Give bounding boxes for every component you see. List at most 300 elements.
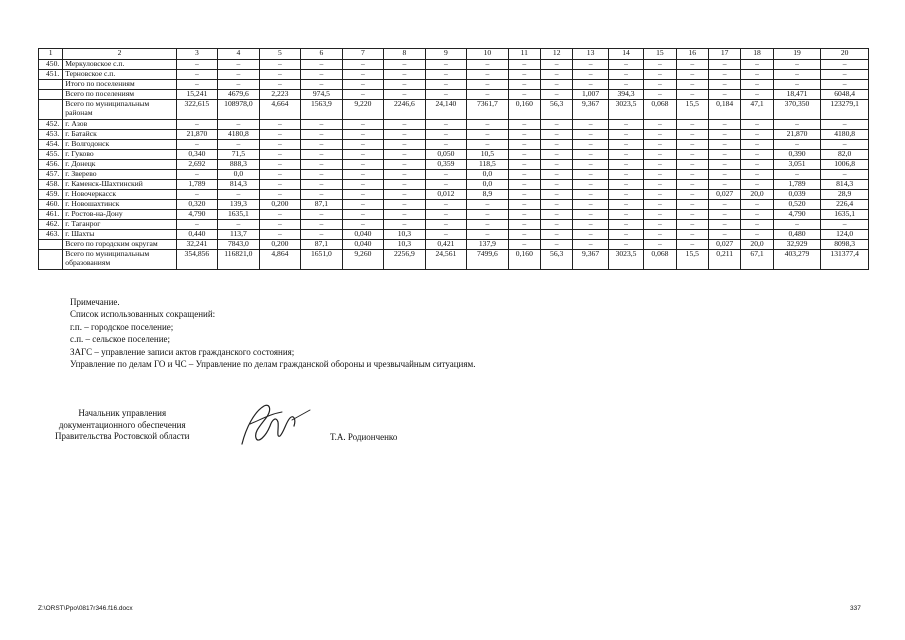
row-number: 456. (39, 160, 63, 170)
value-cell: – (644, 210, 676, 220)
value-cell: 131377,4 (821, 250, 869, 270)
value-cell: – (508, 160, 540, 170)
value-cell: 32,241 (176, 240, 218, 250)
value-cell: 9,367 (573, 100, 608, 120)
value-cell: 7499,6 (467, 250, 509, 270)
value-cell: – (384, 70, 426, 80)
value-cell: 2246,6 (384, 100, 426, 120)
value-cell: 0,0 (467, 180, 509, 190)
value-cell: 137,9 (467, 240, 509, 250)
column-number: 17 (708, 49, 740, 60)
value-cell: – (425, 200, 467, 210)
value-cell: – (573, 150, 608, 160)
value-cell: – (384, 200, 426, 210)
column-number: 8 (384, 49, 426, 60)
value-cell: – (218, 70, 260, 80)
municipality-name: Всего по городским округам (63, 240, 176, 250)
value-cell: – (608, 140, 643, 150)
value-cell: 394,3 (608, 90, 643, 100)
column-number: 20 (821, 49, 869, 60)
value-cell: – (259, 120, 301, 130)
table-row (39, 70, 869, 80)
value-cell: – (259, 210, 301, 220)
value-cell: – (676, 180, 708, 190)
value-cell: – (384, 180, 426, 190)
value-cell: – (676, 200, 708, 210)
signatory-name: Т.А. Родионченко (330, 432, 398, 442)
value-cell: 0,200 (259, 240, 301, 250)
value-cell: 814,3 (821, 180, 869, 190)
value-cell: – (384, 130, 426, 140)
value-cell: – (708, 120, 740, 130)
value-cell: – (821, 70, 869, 80)
value-cell: – (644, 120, 676, 130)
value-cell: – (176, 60, 218, 70)
value-cell: – (259, 150, 301, 160)
value-cell: – (821, 140, 869, 150)
value-cell: 0,359 (425, 160, 467, 170)
value-cell: 3023,5 (608, 100, 643, 120)
value-cell: – (608, 170, 643, 180)
value-cell: – (708, 220, 740, 230)
value-cell: 322,615 (176, 100, 218, 120)
value-cell: – (708, 80, 740, 90)
table-row (39, 60, 869, 70)
value-cell: – (508, 170, 540, 180)
value-cell: 71,5 (218, 150, 260, 160)
value-cell: – (573, 80, 608, 90)
value-cell: 21,870 (176, 130, 218, 140)
value-cell: – (342, 130, 384, 140)
value-cell: – (467, 210, 509, 220)
value-cell: 0,440 (176, 230, 218, 240)
value-cell: – (425, 140, 467, 150)
note-title: Примечание. (70, 297, 120, 307)
value-cell: – (259, 180, 301, 190)
value-cell: – (541, 200, 573, 210)
file-path: Z:\ORST\Ppo\0817r346.f16.docx (38, 605, 133, 612)
table-row (39, 210, 869, 220)
value-cell: – (259, 60, 301, 70)
value-cell: – (176, 190, 218, 200)
table-row (39, 230, 869, 240)
value-cell: – (384, 140, 426, 150)
value-cell: – (608, 150, 643, 160)
value-cell: – (644, 180, 676, 190)
row-number: 460. (39, 200, 63, 210)
column-number: 11 (508, 49, 540, 60)
value-cell: – (342, 160, 384, 170)
value-cell: – (301, 220, 343, 230)
value-cell: – (301, 130, 343, 140)
row-number (39, 90, 63, 100)
table-row (39, 100, 869, 120)
value-cell: 1006,8 (821, 160, 869, 170)
value-cell: 2,692 (176, 160, 218, 170)
value-cell: – (541, 230, 573, 240)
value-cell: 3023,5 (608, 250, 643, 270)
value-cell: – (676, 170, 708, 180)
row-number (39, 80, 63, 90)
value-cell: 67,1 (741, 250, 773, 270)
value-cell: – (676, 210, 708, 220)
value-cell: 4,790 (176, 210, 218, 220)
value-cell: – (676, 80, 708, 90)
table-row (39, 190, 869, 200)
value-cell: – (741, 70, 773, 80)
value-cell: 20,0 (741, 240, 773, 250)
abbreviations-title: Список использованных сокращений: (70, 309, 216, 320)
value-cell: 0,068 (644, 250, 676, 270)
value-cell: – (508, 60, 540, 70)
value-cell: – (218, 220, 260, 230)
value-cell: – (741, 200, 773, 210)
value-cell: 20,0 (741, 190, 773, 200)
value-cell: – (259, 190, 301, 200)
value-cell: – (425, 90, 467, 100)
value-cell: 28,9 (821, 190, 869, 200)
value-cell: 0,039 (773, 190, 821, 200)
table-row (39, 90, 869, 100)
value-cell: – (708, 150, 740, 160)
value-cell: – (644, 140, 676, 150)
value-cell: – (741, 130, 773, 140)
value-cell: – (676, 120, 708, 130)
value-cell: 10,3 (384, 240, 426, 250)
value-cell: – (573, 190, 608, 200)
value-cell: – (608, 180, 643, 190)
value-cell: 9,260 (342, 250, 384, 270)
value-cell: – (573, 220, 608, 230)
row-number: 451. (39, 70, 63, 80)
value-cell: – (708, 200, 740, 210)
value-cell: – (301, 120, 343, 130)
value-cell: 0,160 (508, 250, 540, 270)
value-cell: – (425, 70, 467, 80)
value-cell: 7843,0 (218, 240, 260, 250)
value-cell: – (259, 80, 301, 90)
value-cell: – (508, 180, 540, 190)
value-cell: 116821,0 (218, 250, 260, 270)
value-cell: – (541, 140, 573, 150)
value-cell: – (741, 80, 773, 90)
value-cell: 0,520 (773, 200, 821, 210)
value-cell: – (821, 120, 869, 130)
value-cell: – (218, 120, 260, 130)
municipality-name: г. Волгодонск (63, 140, 176, 150)
value-cell: – (508, 210, 540, 220)
value-cell: – (608, 240, 643, 250)
value-cell: – (541, 90, 573, 100)
row-number (39, 100, 63, 120)
value-cell: – (608, 160, 643, 170)
value-cell: 124,0 (821, 230, 869, 240)
value-cell: – (821, 80, 869, 90)
value-cell: 87,1 (301, 200, 343, 210)
value-cell: – (676, 190, 708, 200)
value-cell: – (708, 160, 740, 170)
value-cell: 4,664 (259, 100, 301, 120)
value-cell: – (301, 190, 343, 200)
value-cell: – (644, 190, 676, 200)
value-cell: – (608, 190, 643, 200)
value-cell: 24,561 (425, 250, 467, 270)
value-cell: – (644, 240, 676, 250)
row-number: 455. (39, 150, 63, 160)
value-cell: – (259, 170, 301, 180)
value-cell: – (741, 220, 773, 230)
value-cell: – (301, 70, 343, 80)
value-cell: – (741, 170, 773, 180)
value-cell: 0,421 (425, 240, 467, 250)
value-cell: – (741, 210, 773, 220)
value-cell: – (301, 60, 343, 70)
municipality-name: Всего по муниципальным районам (63, 100, 176, 120)
municipality-name: г. Каменск-Шахтинский (63, 180, 176, 190)
value-cell: – (741, 60, 773, 70)
value-cell: 113,7 (218, 230, 260, 240)
value-cell: – (676, 230, 708, 240)
value-cell: – (425, 130, 467, 140)
value-cell: – (301, 180, 343, 190)
municipality-name: Всего по поселениям (63, 90, 176, 100)
value-cell: – (508, 200, 540, 210)
value-cell: – (541, 120, 573, 130)
value-cell: – (467, 230, 509, 240)
signatory-position (55, 408, 189, 443)
value-cell: – (541, 210, 573, 220)
value-cell: 108978,0 (218, 100, 260, 120)
value-cell: – (342, 90, 384, 100)
value-cell: 8098,3 (821, 240, 869, 250)
value-cell: – (676, 160, 708, 170)
municipality-name: г. Батайск (63, 130, 176, 140)
value-cell: – (176, 140, 218, 150)
value-cell: – (176, 120, 218, 130)
value-cell: – (608, 130, 643, 140)
value-cell: – (644, 160, 676, 170)
value-cell: – (821, 60, 869, 70)
value-cell: – (608, 80, 643, 90)
value-cell: 0,040 (342, 230, 384, 240)
column-number: 7 (342, 49, 384, 60)
value-cell: – (384, 220, 426, 230)
value-cell: – (508, 140, 540, 150)
value-cell: – (541, 170, 573, 180)
value-cell: – (821, 220, 869, 230)
value-cell: – (773, 140, 821, 150)
value-cell: – (573, 70, 608, 80)
handwritten-signature (236, 398, 316, 454)
value-cell: – (608, 220, 643, 230)
value-cell: 0,040 (342, 240, 384, 250)
value-cell: – (741, 150, 773, 160)
value-cell: – (676, 90, 708, 100)
value-cell: 15,5 (676, 100, 708, 120)
value-cell: – (342, 180, 384, 190)
value-cell: – (644, 130, 676, 140)
value-cell: – (259, 130, 301, 140)
value-cell: – (176, 80, 218, 90)
value-cell: – (508, 130, 540, 140)
value-cell: 139,3 (218, 200, 260, 210)
value-cell: – (644, 60, 676, 70)
value-cell: – (573, 230, 608, 240)
value-cell: – (259, 230, 301, 240)
municipality-name: г. Зверево (63, 170, 176, 180)
table-row (39, 170, 869, 180)
value-cell: – (259, 160, 301, 170)
value-cell: – (342, 190, 384, 200)
value-cell: – (508, 220, 540, 230)
value-cell: – (425, 220, 467, 230)
value-cell: – (384, 150, 426, 160)
value-cell: – (541, 60, 573, 70)
value-cell: – (342, 60, 384, 70)
value-cell: 87,1 (301, 240, 343, 250)
column-number: 16 (676, 49, 708, 60)
value-cell: – (676, 240, 708, 250)
value-cell: 0,012 (425, 190, 467, 200)
value-cell: – (608, 200, 643, 210)
value-cell: – (573, 130, 608, 140)
value-cell: – (259, 70, 301, 80)
row-number: 450. (39, 60, 63, 70)
value-cell: – (384, 190, 426, 200)
municipality-name: Всего по муниципальным образованиям (63, 250, 176, 270)
column-number: 12 (541, 49, 573, 60)
value-cell: – (741, 160, 773, 170)
municipality-name: Итого по поселениям (63, 80, 176, 90)
value-cell: – (541, 150, 573, 160)
table-row (39, 140, 869, 150)
value-cell: – (773, 120, 821, 130)
value-cell: – (425, 170, 467, 180)
value-cell: – (741, 180, 773, 190)
value-cell: 7361,7 (467, 100, 509, 120)
value-cell: – (608, 120, 643, 130)
value-cell: – (541, 160, 573, 170)
value-cell: – (218, 190, 260, 200)
municipality-name: г. Новошахтинск (63, 200, 176, 210)
value-cell: – (541, 240, 573, 250)
value-cell: – (773, 170, 821, 180)
value-cell: – (573, 170, 608, 180)
table-row (39, 180, 869, 190)
data-table (38, 48, 869, 270)
column-number: 13 (573, 49, 608, 60)
value-cell: 1651,0 (301, 250, 343, 270)
value-cell: 226,4 (821, 200, 869, 210)
value-cell: 21,870 (773, 130, 821, 140)
value-cell: – (644, 80, 676, 90)
value-cell: 0,211 (708, 250, 740, 270)
row-number: 461. (39, 210, 63, 220)
value-cell: – (508, 70, 540, 80)
value-cell: – (176, 70, 218, 80)
value-cell: 123279,1 (821, 100, 869, 120)
value-cell: – (573, 60, 608, 70)
value-cell: – (608, 70, 643, 80)
value-cell: – (384, 60, 426, 70)
value-cell: 0,340 (176, 150, 218, 160)
value-cell: – (301, 210, 343, 220)
value-cell: – (384, 80, 426, 90)
value-cell: 4679,6 (218, 90, 260, 100)
value-cell: – (741, 90, 773, 100)
row-number: 457. (39, 170, 63, 180)
value-cell: – (467, 120, 509, 130)
value-cell: 118,5 (467, 160, 509, 170)
value-cell: – (508, 240, 540, 250)
value-cell: 4180,8 (218, 130, 260, 140)
value-cell: 82,0 (821, 150, 869, 160)
value-cell: 10,3 (384, 230, 426, 240)
value-cell: 0,390 (773, 150, 821, 160)
value-cell: – (467, 220, 509, 230)
value-cell: 8,9 (467, 190, 509, 200)
column-number: 3 (176, 49, 218, 60)
value-cell: – (573, 160, 608, 170)
table-row (39, 220, 869, 230)
value-cell: 1,789 (773, 180, 821, 190)
value-cell: – (508, 190, 540, 200)
value-cell: – (708, 70, 740, 80)
value-cell: – (218, 80, 260, 90)
value-cell: – (218, 140, 260, 150)
row-number: 462. (39, 220, 63, 230)
column-number: 14 (608, 49, 643, 60)
value-cell: – (384, 90, 426, 100)
value-cell: 0,200 (259, 200, 301, 210)
value-cell: – (644, 220, 676, 230)
municipality-name: г. Таганрог (63, 220, 176, 230)
table-row (39, 250, 869, 270)
value-cell: – (573, 240, 608, 250)
value-cell: – (342, 170, 384, 180)
value-cell: – (708, 230, 740, 240)
value-cell: – (301, 80, 343, 90)
value-cell: – (342, 80, 384, 90)
column-number: 10 (467, 49, 509, 60)
column-number: 18 (741, 49, 773, 60)
value-cell: 0,027 (708, 240, 740, 250)
value-cell: 56,3 (541, 250, 573, 270)
value-cell: – (508, 230, 540, 240)
value-cell: – (573, 210, 608, 220)
value-cell: 2256,9 (384, 250, 426, 270)
value-cell: – (384, 170, 426, 180)
value-cell: – (425, 60, 467, 70)
value-cell: 1,007 (573, 90, 608, 100)
table-row (39, 240, 869, 250)
value-cell: – (676, 220, 708, 230)
value-cell: 15,241 (176, 90, 218, 100)
value-cell: – (301, 170, 343, 180)
value-cell: – (467, 130, 509, 140)
value-cell: 0,027 (708, 190, 740, 200)
value-cell: – (708, 140, 740, 150)
value-cell: 3,051 (773, 160, 821, 170)
abbreviation-item: г.п. – городское поселение; (70, 321, 174, 332)
value-cell: 0,184 (708, 100, 740, 120)
value-cell: – (573, 200, 608, 210)
municipality-name: г. Шахты (63, 230, 176, 240)
table-row (39, 80, 869, 90)
value-cell: – (644, 70, 676, 80)
value-cell: – (541, 70, 573, 80)
value-cell: 9,220 (342, 100, 384, 120)
